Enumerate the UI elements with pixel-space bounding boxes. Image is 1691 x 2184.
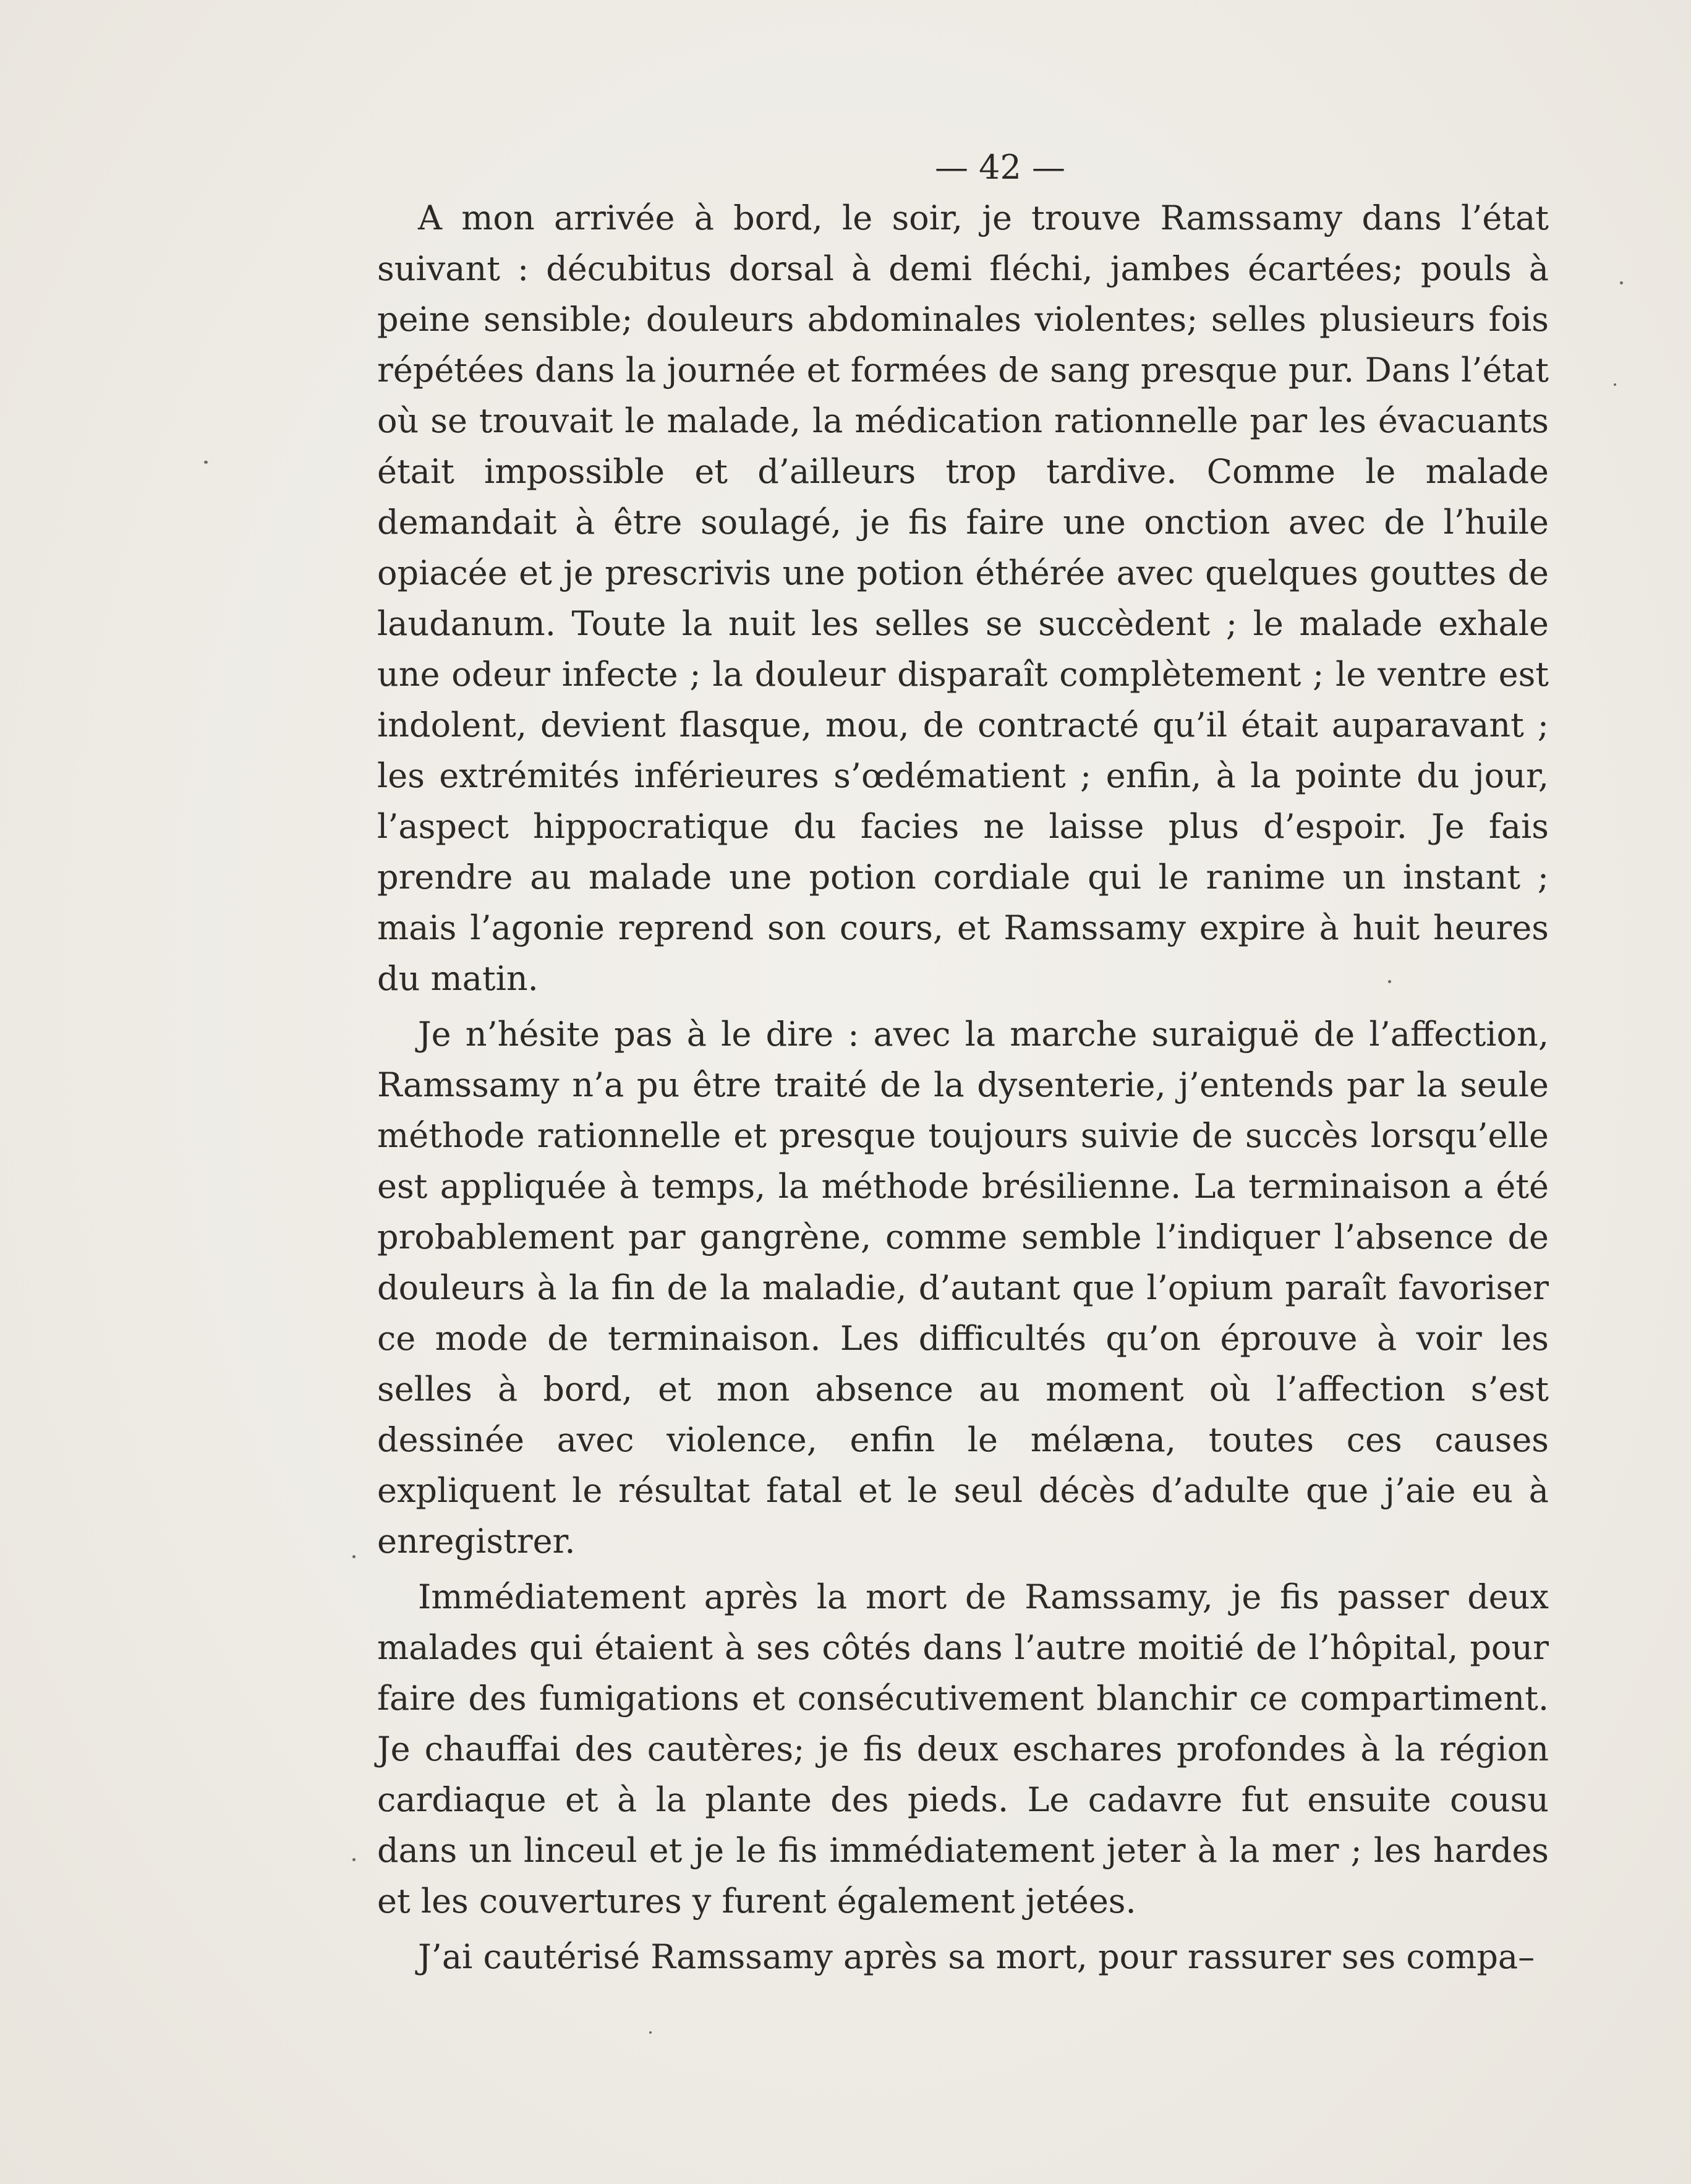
paragraph-4: J’ai cautérisé Ramssamy après sa mort, pour rassurer ses compa–: [418, 1937, 1535, 1976]
paragraph-3: Immédiatement après la mort de Ramssamy, je fis passer deux malades qui étaient à ses côtés dans l’autre moitié de l’hôpital, pour faire des fumigations et consécutivement blanchir ce compartiment. Je chauffai des cautères; je fis deux eschares profondes à la région cardiaque et à la plante des pieds. Le cadavre fut ensuite cousu dans un linceul et je le fis immédiatement jeter à la mer ; les hardes et les couvertures y furent également jetées.: [377, 1577, 1549, 1921]
paper-speck: [1388, 980, 1391, 983]
paper-speck: [352, 1858, 356, 1861]
paper-speck: [352, 1555, 356, 1558]
paper-speck: [1620, 281, 1623, 284]
text-block: [377, 136, 1549, 1982]
paragraph-1: A mon arrivée à bord, le soir, je trouve Ramssamy dans l’état suivant : décubitus dorsal à demi fléchi, jambes écartées; pouls à peine sensible; douleurs abdominales violentes; selles plusieurs fois répétées dans la journée et formées de sang presque pur. Dans l’état où se trouvait le malade, la médication rationnelle par les évacuants était impossible et d’ailleurs trop tardive. Comme le malade demandait à être soulagé, je fis faire une onction avec de l’huile opiacée et je prescrivis une potion éthérée avec quelques gouttes de laudanum. Toute la nuit les selles se succèdent ; le malade exhale une odeur infecte ; la douleur disparaît complètement ; le ventre est indolent, devient flasque, mou, de contracté qu’il était auparavant ; les extrémités inférieures s’œdématient ; enfin, à la pointe du jour, l’aspect hippocratique du facies ne laisse plus d’espoir. Je fais prendre au malade une potion cordiale qui le ranime un instant ; mais l’agonie reprend son cours, et Ramssamy expire à huit heures du matin.: [377, 198, 1549, 998]
paper-speck: [649, 2031, 652, 2034]
paper-speck: [204, 461, 208, 464]
paper-speck: [1614, 383, 1616, 386]
paragraph-2: Je n’hésite pas à le dire : avec la marche suraiguë de l’affection, Ramssamy n’a pu être traité de la dysenterie, j’entends par la seule méthode rationnelle et presque toujours suivie de succès lorsqu’elle est appliquée à temps, la méthode brésilienne. La terminaison a été probablement par gangrène, comme semble l’indiquer l’absence de douleurs à la fin de la maladie, d’autant que l’opium paraît favoriser ce mode de terminaison. Les difficultés qu’on éprouve à voir les selles à bord, et mon absence au moment où l’affection s’est dessinée avec violence, enfin le mélæna, toutes ces causes expliquent le résultat fatal et le seul décès d’adulte que j’aie eu à enregistrer.: [377, 1015, 1549, 1561]
page-number: — 42 —: [934, 148, 1066, 187]
